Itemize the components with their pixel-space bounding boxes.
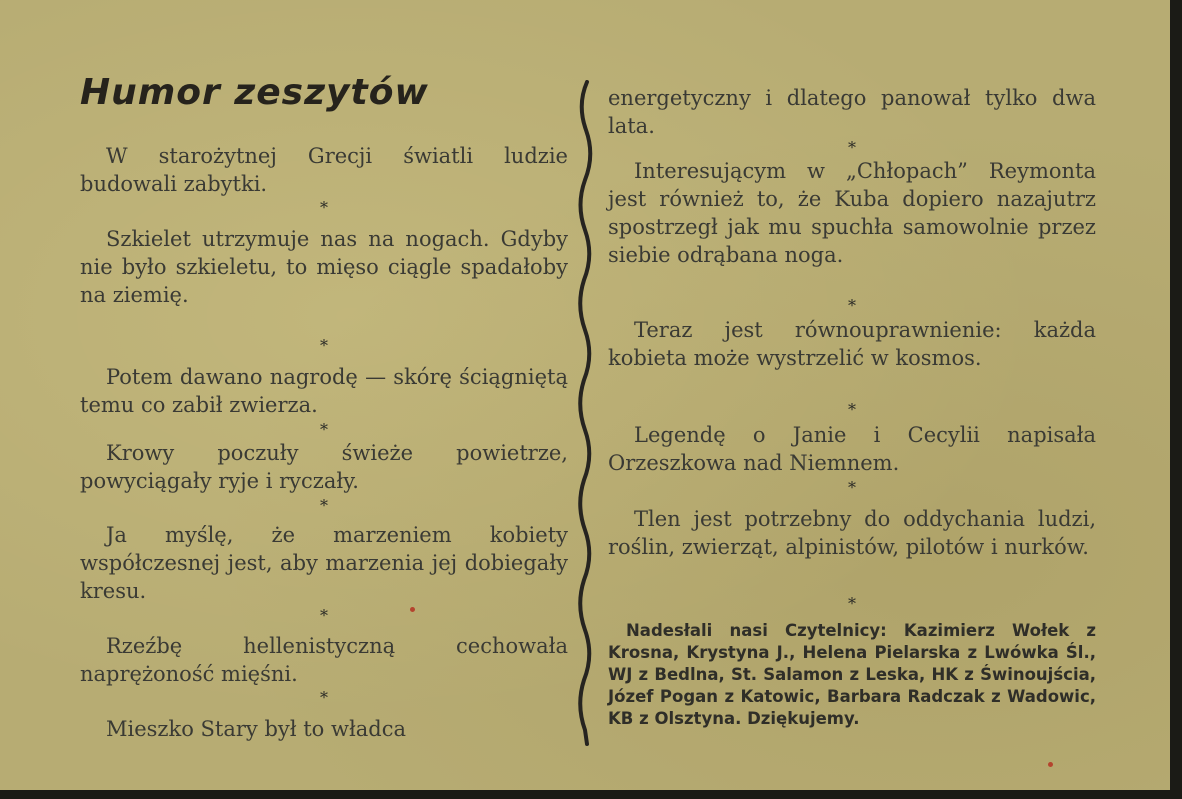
separator-star: * (320, 198, 328, 217)
joke-paragraph: Krowy poczuły świeże powietrze, powyciągały ryje i ryczały. (80, 441, 568, 493)
joke-paragraph: W starożytnej Grecji światli ludzie budowali zabytki. (80, 144, 568, 196)
joke-paragraph: Szkielet utrzymuje nas na nogach. Gdyby nie było szkieletu, to mięso ciągle spadałoby na ziemię. (80, 227, 568, 307)
ink-speck (1048, 762, 1053, 767)
separator-star: * (320, 606, 328, 625)
credits-text: Nadesłali nasi Czytelnicy: Kazimierz Wołek z Krosna, Krystyna J., Helena Pielarska z Lwówka Śl., WJ z Bedlna, St. Salamon z Leska, HK z Świnoujścia, Józef Pogan z Katowic, Barbara Radczak z Wadowic, KB z Olsztyna. Dziękujemy. (608, 621, 1096, 728)
article-title: Humor zeszytów (80, 72, 429, 113)
separator-star: * (848, 296, 856, 315)
separator-star: * (320, 496, 328, 515)
joke-paragraph: Potem dawano nagrodę — skórę ściągniętą temu co zabił zwierza. (80, 365, 568, 417)
separator-star: * (848, 594, 856, 613)
joke-paragraph: Teraz jest równouprawnienie: każda kobieta może wystrzelić w kosmos. (608, 318, 1096, 370)
joke-paragraph: Rzeźbę hellenistyczną cechowała naprężoność mięśni. (80, 634, 568, 686)
joke-paragraph: energetyczny i dlatego panował tylko dwa lata. (608, 86, 1096, 138)
separator-star: * (848, 478, 856, 497)
joke-paragraph: Legendę o Janie i Cecylii napisała Orzeszkowa nad Niemnem. (608, 423, 1096, 475)
separator-star: * (848, 400, 856, 419)
separator-star: * (320, 420, 328, 439)
readers-credits (608, 620, 1096, 730)
joke-paragraph: Ja myślę, że marzeniem kobiety współczesnej jest, aby marzenia jej dobiegały kresu. (80, 523, 568, 603)
joke-paragraph: Interesującym w „Chłopach” Reymonta jest również to, że Kuba dopiero nazajutrz spostrzegł jak mu spuchła samowolnie przez siebie odrąbana noga. (608, 159, 1096, 267)
joke-paragraph: Tlen jest potrzebny do oddychania ludzi, roślin, zwierząt, alpinistów, pilotów i nurków. (608, 507, 1096, 559)
ink-speck (410, 607, 415, 612)
separator-star: * (320, 688, 328, 707)
separator-star: * (848, 138, 856, 157)
wavy-column-divider (573, 80, 597, 746)
joke-paragraph: Mieszko Stary był to władca (106, 717, 407, 741)
separator-star: * (320, 336, 328, 355)
